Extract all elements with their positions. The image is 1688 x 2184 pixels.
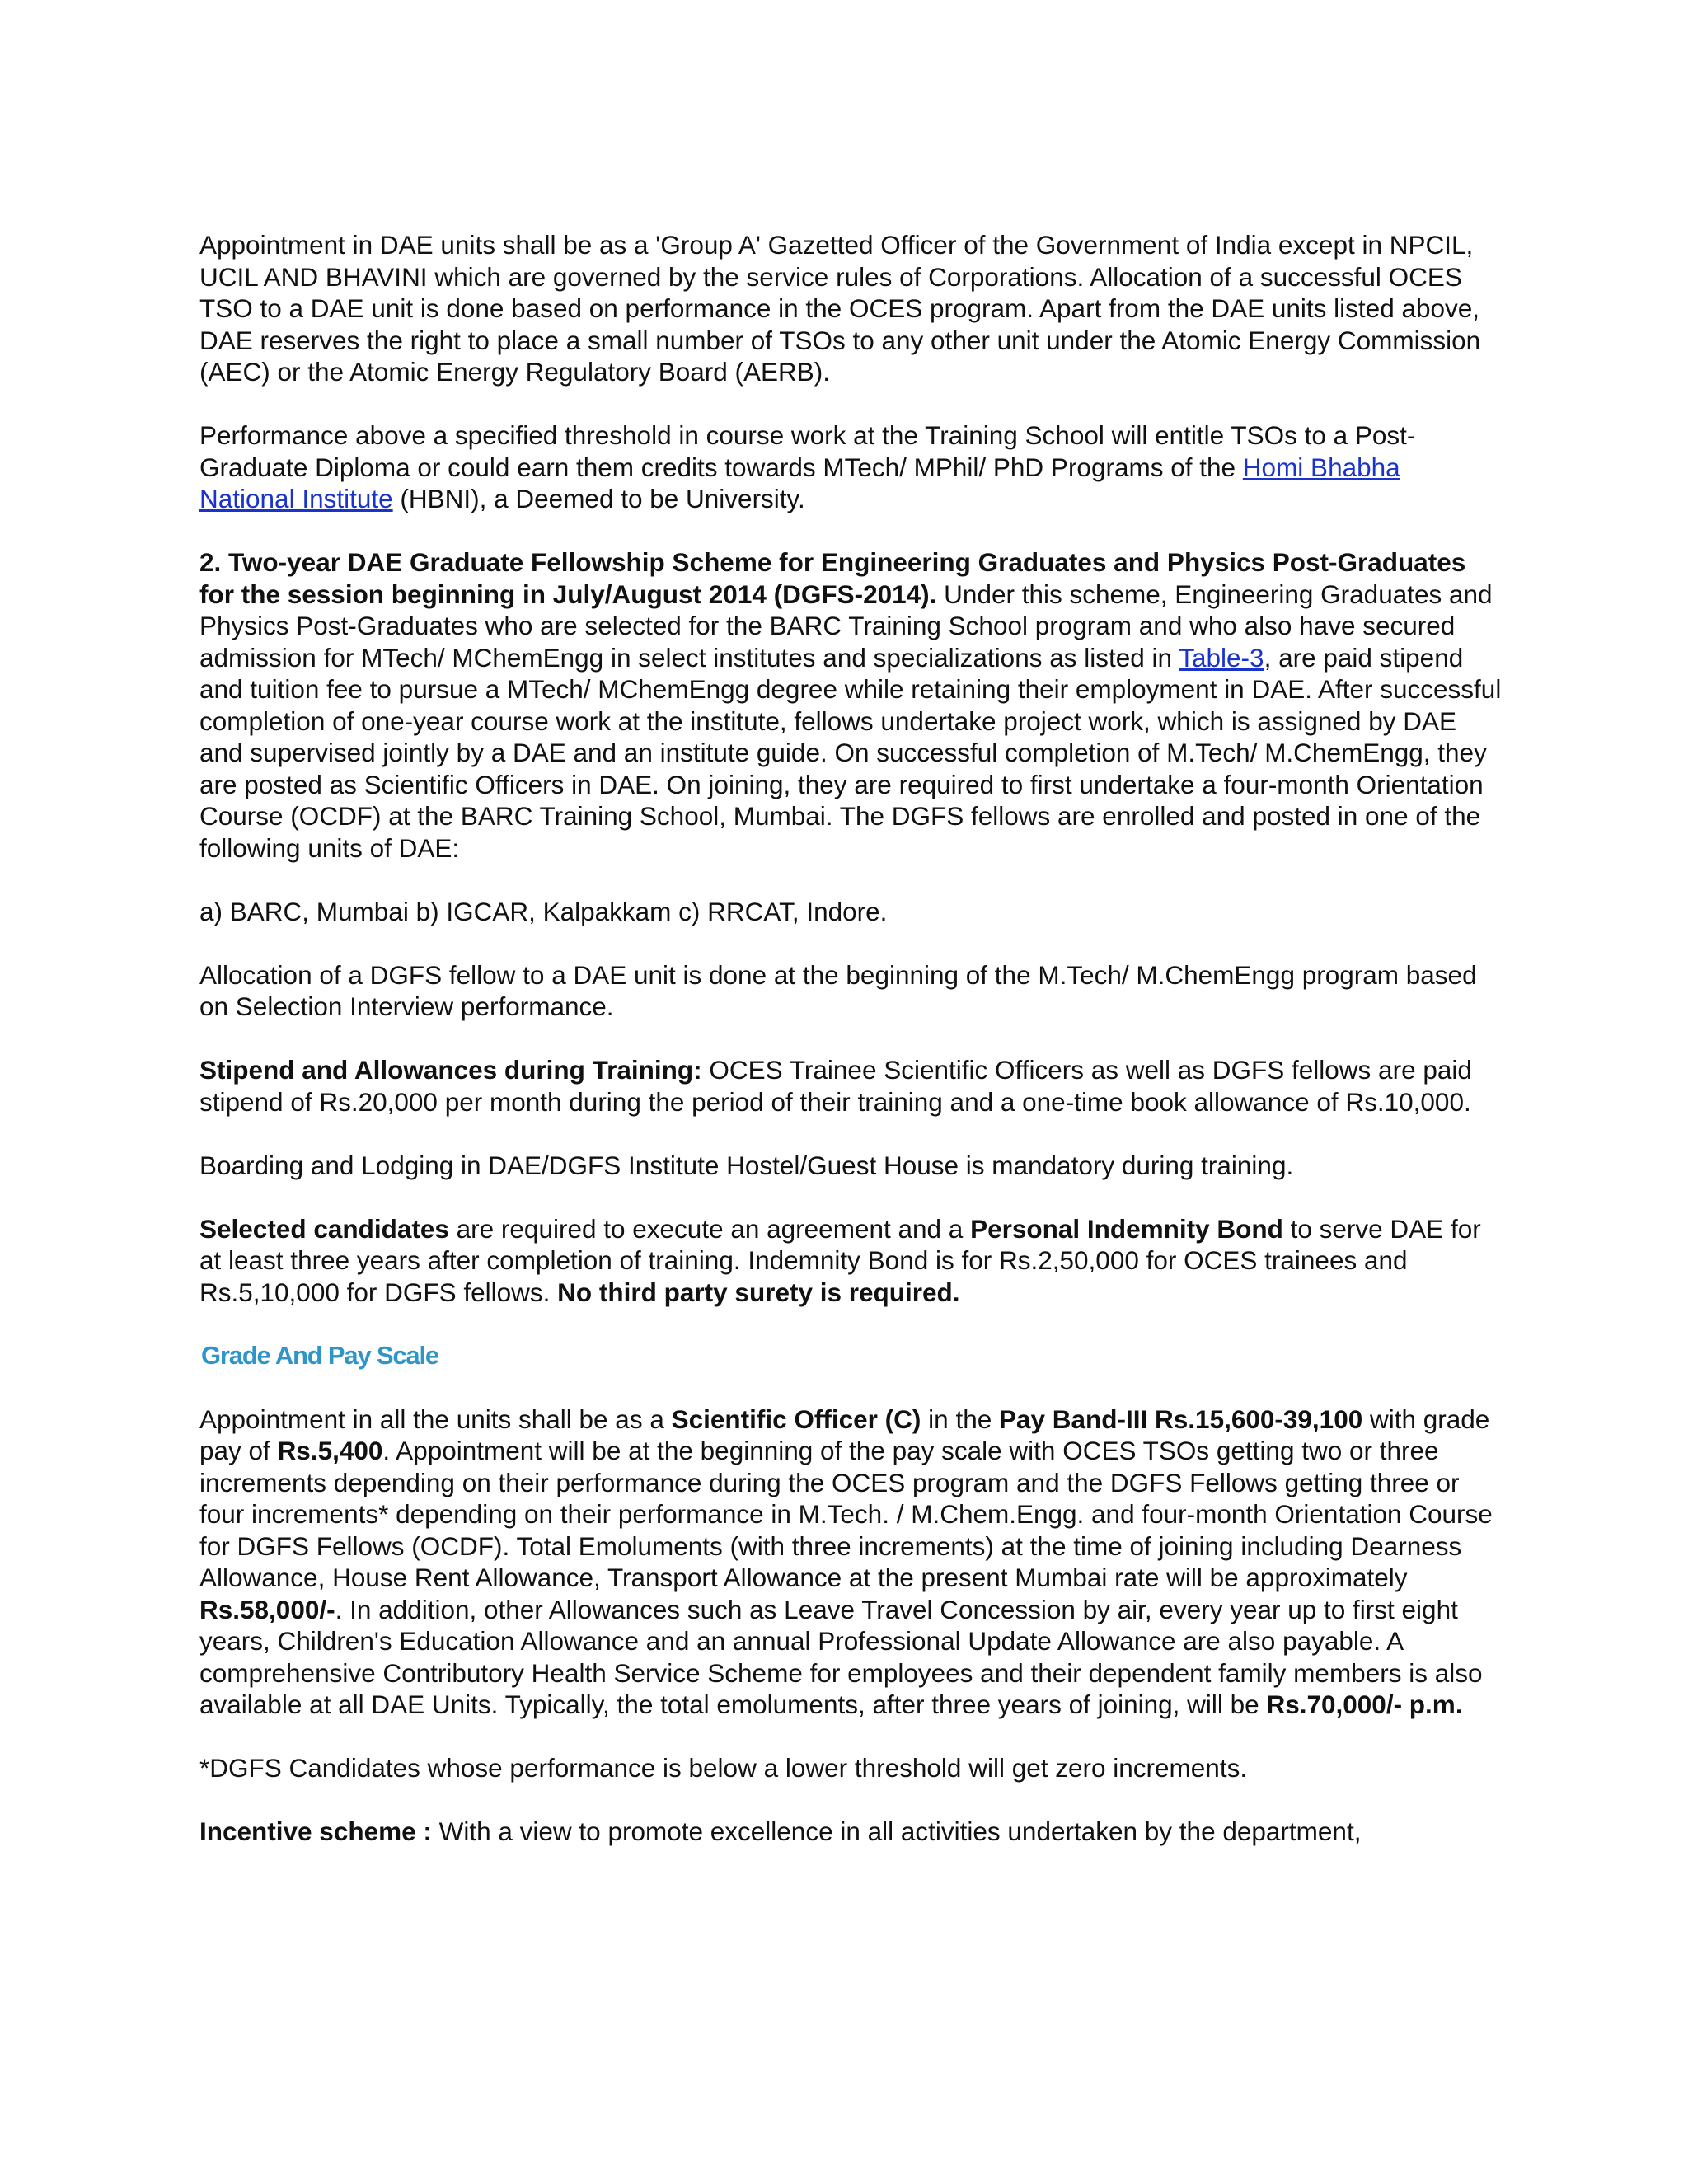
paragraph-text: with grade pay of: [199, 1404, 1490, 1465]
paragraph-text: a) BARC, Mumbai b) IGCAR, Kalpakkam c) RRCAT, Indore.: [199, 896, 888, 926]
paragraph-text: Under this scheme, Engineering Graduates and Physics Post-Graduates who are selected for the BARC Training School program and who also have secured admission for MTech/ MChemEngg in select institutes and specializations as listed in: [199, 579, 1493, 673]
paragraph-text: *DGFS Candidates whose performance is below a lower threshold will get zero increments.: [199, 1753, 1248, 1783]
paragraph-units-list: [199, 896, 1502, 928]
paragraph-text: Performance above a specified threshold in course work at the Training School will entitle TSOs to a Post-Graduate Diploma or could earn them credits towards MTech/ MPhil/ PhD Programs of the: [199, 420, 1416, 482]
bold-text: Rs.58,000/-: [199, 1594, 335, 1624]
paragraph-text: in the: [921, 1404, 999, 1434]
bold-text: Personal Indemnity Bond: [970, 1213, 1283, 1244]
paragraph-performance: [199, 419, 1502, 515]
section-heading-grade-pay: Grade And Pay Scale: [201, 1340, 438, 1370]
paragraph-pay-scale: [199, 1404, 1502, 1721]
paragraph-text: . Appointment will be at the beginning of the pay scale with OCES TSOs getting two or three increments depending on their performance during the OCES program and the DGFS Fellows getting three or four increments* depending on their performance in M.Tech. / M.Chem.Engg. and four-month Orientation Course for DGFS Fellows (OCDF). Total Emoluments (with three increments) at the time of joining including Dearness Allowance, House Rent Allowance, Transport Allowance at the present Mumbai rate will be approximately: [199, 1436, 1493, 1592]
bold-text: Rs.5,400: [277, 1436, 383, 1465]
hbni-link[interactable]: Homi Bhabha National Institute: [199, 452, 1400, 513]
bold-text: Scientific Officer (C): [671, 1404, 921, 1434]
paragraph-incentive: [199, 1816, 1502, 1848]
paragraph-text: Appointment in all the units shall be as a: [199, 1404, 672, 1434]
paragraph-text: Appointment in DAE units shall be as a 'Group A' Gazetted Officer of the Government of India except in NPCIL, UCIL AND BHAVINI which are governed by the service rules of Corporations. Allocation of a successful OCES TSO to a DAE unit is done based on performance in the OCES program. Apart from the DAE units listed above, DAE reserves the right to place a small number of TSOs to any other unit under the Atomic Energy Commission (AEC) or the Atomic Energy Regulatory Board (AERB).: [199, 230, 1481, 387]
paragraph-text: (HBNI), a Deemed to be University.: [392, 484, 805, 513]
document-body: [199, 229, 1502, 1848]
bold-text: Selected candidates: [199, 1213, 449, 1244]
paragraph-text: , are paid stipend and tuition fee to pursue a MTech/ MChemEngg degree while retaining their employment in DAE. After successful completion of one-year course work at the institute, fellows undertake project work, which is assigned by DAE and supervised jointly by a DAE and an institute guide. On successful completion of M.Tech/ M.ChemEngg, they are posted as Scientific Officers in DAE. On joining, they are required to first undertake a four-month Orientation Course (OCDF) at the BARC Training School, Mumbai. The DGFS fellows are enrolled and posted in one of the following units of DAE:: [199, 642, 1502, 863]
paragraph-footnote: [199, 1752, 1502, 1784]
incentive-label: Incentive scheme :: [199, 1816, 432, 1846]
paragraph-appointment: [199, 229, 1502, 388]
paragraph-text: OCES Trainee Scientific Officers as well as DGFS fellows are paid stipend of Rs.20,000 per month during the period of their training and a one-time book allowance of Rs.10,000.: [199, 1055, 1472, 1117]
paragraph-text: . In addition, other Allowances such as Leave Travel Concession by air, every year up to first eight years, Children's Education Allowance and an annual Professional Update Allowance are also payable. A comprehensive Contributory Health Service Scheme for employees and their dependent family members is also available at all DAE Units. Typically, the total emoluments, after three years of joining, will be: [199, 1594, 1483, 1719]
paragraph-text: to serve DAE for at least three years after completion of training. Indemnity Bond is for Rs.2,50,000 for OCES trainees and Rs.5,10,000 for DGFS fellows.: [199, 1213, 1481, 1307]
bold-text: Rs.70,000/- p.m.: [1266, 1690, 1463, 1719]
paragraph-dgfs: [199, 546, 1502, 864]
stipend-label: Stipend and Allowances during Training:: [199, 1055, 702, 1085]
paragraph-stipend: [199, 1054, 1502, 1118]
paragraph-allocation: [199, 959, 1502, 1023]
dgfs-heading: 2. Two-year DAE Graduate Fellowship Scheme for Engineering Graduates and Physics Post-Graduates for the session beginning in July/August 2014 (DGFS-2014).: [199, 547, 1466, 609]
bold-text: No third party surety is required.: [557, 1277, 960, 1307]
paragraph-text: Allocation of a DGFS fellow to a DAE unit is done at the beginning of the M.Tech/ M.ChemEngg program based on Selection Interview performance.: [199, 959, 1477, 1021]
bold-text: Pay Band-III Rs.15,600-39,100: [998, 1404, 1363, 1434]
paragraph-boarding: [199, 1150, 1502, 1182]
table-3-link[interactable]: Table-3: [1179, 642, 1264, 673]
paragraph-text: Boarding and Lodging in DAE/DGFS Institute Hostel/Guest House is mandatory during training.: [199, 1150, 1294, 1180]
paragraph-text: With a view to promote excellence in all activities undertaken by the department,: [431, 1816, 1362, 1846]
paragraph-bond: [199, 1213, 1502, 1309]
paragraph-text: are required to execute an agreement and a: [448, 1213, 971, 1244]
